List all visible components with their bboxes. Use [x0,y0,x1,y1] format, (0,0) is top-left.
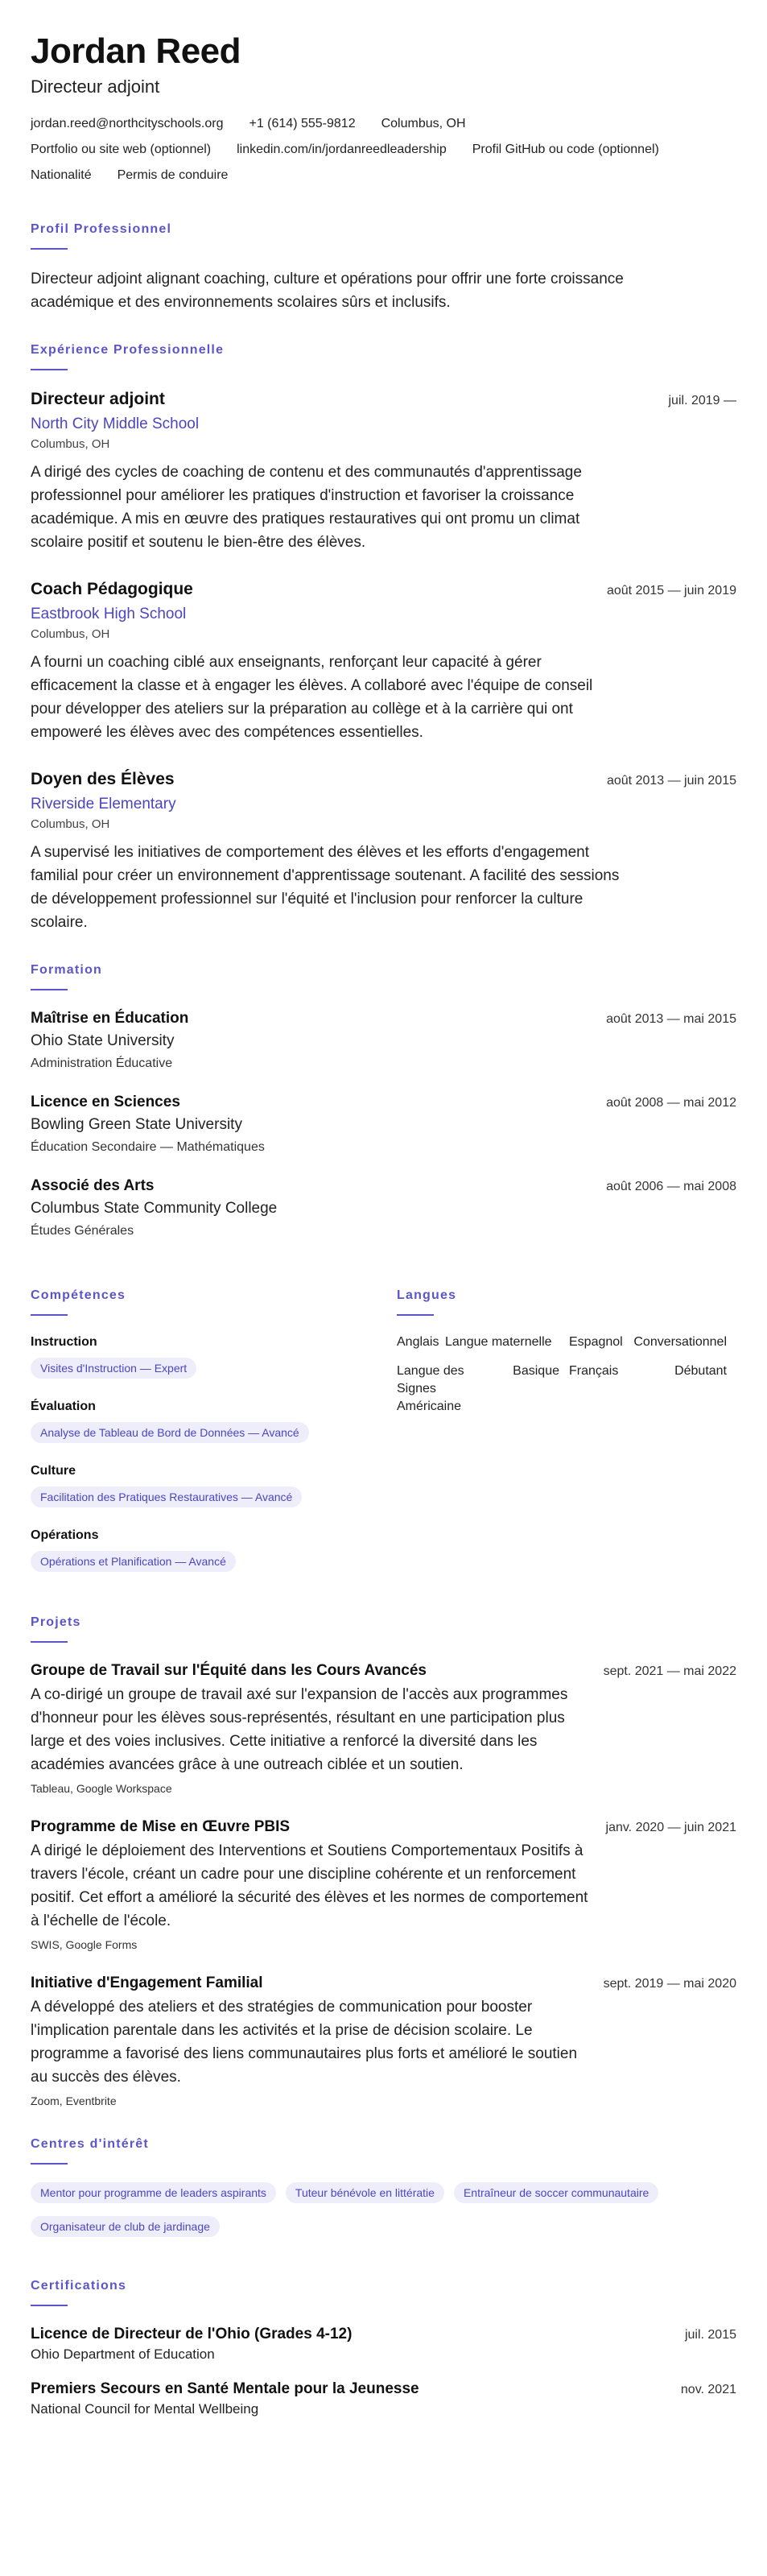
education-entry [31,1092,736,1156]
job-employer: Eastbrook High School [31,606,187,622]
experience-entry [31,768,736,934]
job-employer: Riverside Elementary [31,796,176,812]
project-entry [31,1973,736,2108]
school-name: Ohio State University [31,1032,175,1049]
language-row [397,1333,735,1351]
contact-location: Columbus, OH [381,117,466,130]
interests-section [31,2137,736,2250]
section-divider [31,369,68,370]
skill-category: Culture [31,1464,76,1478]
section-divider [31,2305,68,2306]
project-entry [31,1660,736,1796]
project-description: A développé des ateliers et des stratégies de communication pour booster l'implication parentale dans les activités et la prise de décision scolaire. Le programme a favorisé des liens communautaires plus forts et amélioré le soutien au succès des élèves. [31,1999,578,2086]
interest-tags [31,2182,739,2250]
project-title: Groupe de Travail sur l'Équité dans les Cours Avancés [31,1662,427,1679]
contact-email[interactable]: jordan.reed@northcityschools.org [31,117,224,130]
section-title: Formation [31,963,103,977]
project-date: sept. 2021 — mai 2022 [603,1664,736,1678]
section-divider [31,1314,68,1316]
job-date: août 2013 — juin 2015 [606,774,736,788]
certification-date: juil. 2015 [684,2328,736,2342]
contact-portfolio[interactable]: Portfolio ou site web (optionnel) [31,143,212,156]
education-date: août 2013 — mai 2015 [606,1012,736,1026]
language-name: Langue des Signes Américaine [397,1364,464,1413]
section-divider [31,2163,68,2165]
study-field: Études Générales [31,1224,134,1238]
language-level: Langue maternelle [445,1335,552,1349]
language-level: Conversationnel [633,1335,727,1349]
section-title: Langues [397,1288,457,1302]
degree-title: Maîtrise en Éducation [31,1010,189,1027]
job-employer: North City Middle School [31,416,200,432]
degree-title: Associé des Arts [31,1177,155,1194]
projects-section [31,1615,736,2108]
certification-issuer: Ohio Department of Education [31,2347,215,2362]
certification-date: nov. 2021 [680,2383,736,2396]
person-name: Jordan Reed [31,31,241,71]
job-date: juil. 2019 — [668,394,736,407]
profile-summary: Directeur adjoint alignant coaching, culture et opérations pour offrir une forte croissance académique et des environnements scolaires sûrs et inclusifs. [31,271,624,311]
certification-title: Licence de Directeur de l'Ohio (Grades 4-12) [31,2326,353,2342]
section-title: Profil Professionnel [31,222,172,236]
contact-linkedin[interactable]: linkedin.com/in/jordanreedleadership [237,143,447,156]
study-field: Éducation Secondaire — Mathématiques [31,1140,265,1154]
profile-section [31,222,736,314]
job-description: A supervisé les initiatives de comportement des élèves et les efforts d'engagement familial pour créer un environnement d'apprentissage soutenant. A facilité des sessions de développement professionnel sur l'équité et l'inclusion pour renforcer la culture scolaire. [31,844,620,931]
contact-license: Permis de conduire [117,168,229,182]
job-description: A fourni un coaching ciblé aux enseignants, renforçant leur capacité à gérer efficacement la classe et à engager les élèves. A collaboré avec l'équipe de conseil pour développer des ateliers sur la préparation au collège et à la carrière qui ont empoweré les élèves avec des compétences essentielles. [31,654,593,741]
degree-title: Licence en Sciences [31,1094,180,1110]
skill-category: Opérations [31,1528,99,1542]
section-title: Certifications [31,2279,127,2293]
interest-tag: Entraîneur de soccer communautaire [454,2182,658,2203]
languages-section [397,1259,735,1586]
certification-entry [31,2324,736,2364]
section-divider [397,1314,434,1316]
language-level: Basique [513,1364,559,1378]
education-date: août 2008 — mai 2012 [606,1096,736,1110]
job-description: A dirigé des cycles de coaching de contenu et des communautés d'apprentissage professionnel pour améliorer les pratiques d'instruction et favoriser la croissance académique. A mis en œuvre des pratiques restauratives qui ont promu un climat scolaire positif et soutenu le bien-être des élèves. [31,464,582,551]
school-name: Columbus State Community College [31,1200,278,1217]
project-title: Programme de Mise en Œuvre PBIS [31,1818,291,1835]
section-divider [31,248,68,250]
section-divider [31,989,68,990]
certifications-section [31,2279,736,2419]
section-title: Projets [31,1615,81,1629]
experience-entry [31,578,736,744]
language-name: Anglais [397,1335,439,1349]
language-name: Français [569,1364,619,1378]
section-title: Compétences [31,1288,126,1302]
section-title: Centres d'intérêt [31,2137,149,2151]
job-title: Coach Pédagogique [31,580,193,598]
study-field: Administration Éducative [31,1056,173,1070]
education-entry [31,1176,736,1240]
job-title: Directeur adjoint [31,390,165,408]
skills-section [31,1259,397,1586]
school-name: Bowling Green State University [31,1116,242,1133]
skills-languages-row [31,1259,736,1586]
language-level: Débutant [674,1364,727,1378]
skill-tag: Analyse de Tableau de Bord de Données — Avancé [31,1422,309,1443]
job-location: Columbus, OH [31,627,110,641]
skill-category: Évaluation [31,1400,96,1413]
language-row [397,1362,735,1416]
person-role: Directeur adjoint [31,76,160,97]
project-entry [31,1817,736,1952]
project-description: A dirigé le déploiement des Interventions et Soutiens Comportementaux Positifs à travers l'école, créant un cadre pour une discipline cohérente et un renforcement positif. Cet effort a amélioré la sécurité des élèves et les normes de comportement à l'échelle de l'école. [31,1842,588,1929]
project-date: janv. 2020 — juin 2021 [605,1821,736,1834]
project-date: sept. 2019 — mai 2020 [603,1977,736,1991]
skill-tag: Opérations et Planification — Avancé [31,1551,236,1572]
skill-tag: Visites d'Instruction — Expert [31,1358,196,1379]
job-date: août 2015 — juin 2019 [606,584,736,597]
job-location: Columbus, OH [31,437,110,451]
interest-tag: Organisateur de club de jardinage [31,2216,220,2237]
interest-tag: Tuteur bénévole en littératie [286,2182,444,2203]
language-name: Espagnol [569,1335,623,1349]
interest-tag: Mentor pour programme de leaders aspirants [31,2182,276,2203]
contact-list [31,116,691,193]
contact-github[interactable]: Profil GitHub ou code (optionnel) [472,143,659,156]
job-title: Doyen des Élèves [31,770,175,788]
resume-header [31,31,736,193]
experience-section [31,343,736,934]
contact-phone[interactable]: +1 (614) 555-9812 [249,117,356,130]
skill-tag: Facilitation des Pratiques Restauratives — Avancé [31,1486,302,1507]
certification-entry [31,2379,736,2419]
contact-nationality: Nationalité [31,168,92,182]
project-tools: Tableau, Google Workspace [31,1782,172,1795]
project-description: A co-dirigé un groupe de travail axé sur l'expansion de l'accès aux programmes d'honneur pour les élèves sous-représentés, résultant en une participation plus large et des voies inclusives. Cette initiative a renforcé la diversité dans les académies avancées grâce à une outreach ciblée et un soutien. [31,1686,568,1773]
project-tools: Zoom, Eventbrite [31,2094,117,2107]
education-section [31,963,736,1240]
project-title: Initiative d'Engagement Familial [31,1974,263,1991]
project-tools: SWIS, Google Forms [31,1938,138,1951]
certification-title: Premiers Secours en Santé Mentale pour la Jeunesse [31,2380,419,2397]
certification-issuer: National Council for Mental Wellbeing [31,2401,259,2417]
section-title: Expérience Professionnelle [31,343,225,357]
education-date: août 2006 — mai 2008 [606,1180,736,1193]
experience-entry [31,388,736,554]
section-divider [31,1641,68,1643]
job-location: Columbus, OH [31,817,110,831]
education-entry [31,1008,736,1073]
skill-category: Instruction [31,1335,97,1349]
